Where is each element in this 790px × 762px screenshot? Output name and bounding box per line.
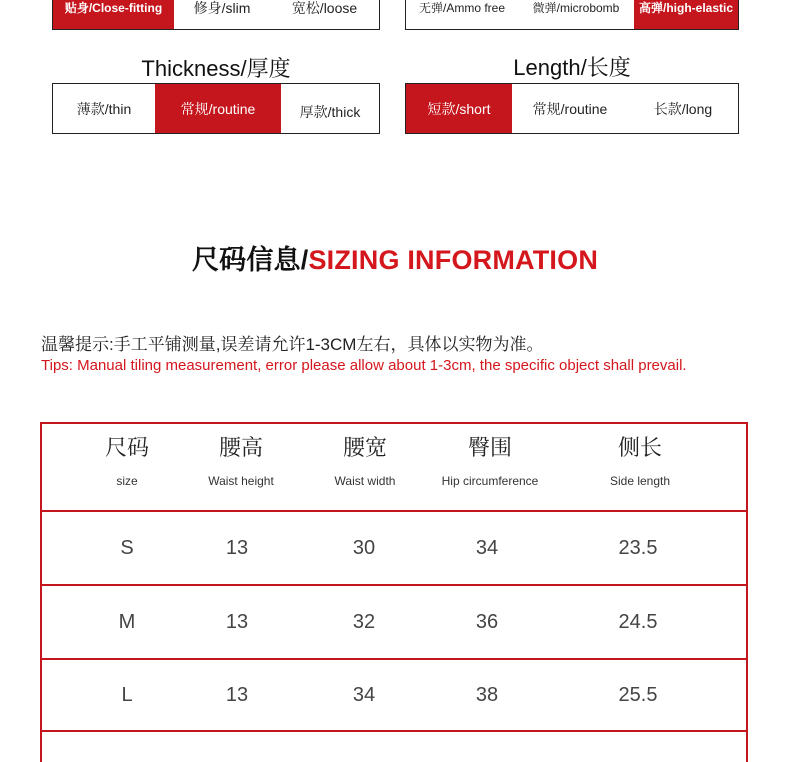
size-table [40,422,748,762]
header-waist-width [306,424,424,510]
header-waist-width-cn: 腰宽 [342,435,387,460]
cell-waist-height: 13 [225,536,249,559]
thickness-option-thick[interactable]: 厚款/thick [299,103,361,120]
thickness-options [52,83,380,134]
thickness-option-thin[interactable]: 薄款/thin [76,100,132,117]
elastic-options [405,0,739,30]
header-size [68,424,186,510]
header-waist-height-en: Waist height [208,474,274,488]
cell-hip: 34 [475,536,499,559]
elastic-option-high[interactable]: 高弹/high-elastic [634,0,738,29]
length-title: Length/长度 [513,55,631,80]
header-side-length-en: Side length [609,474,671,488]
cell-side-length: 23.5 [618,536,658,559]
header-size-cn: 尺码 [104,435,149,460]
thickness-option-routine[interactable]: 常规/routine [155,84,281,133]
header-hip-en: Hip circumference [441,474,539,488]
thickness-title: Thickness/厚度 [141,56,291,81]
sizing-title-en: SIZING INFORMATION [308,245,599,275]
cell-waist-height: 13 [225,610,249,633]
cell-waist-width: 32 [352,610,376,633]
length-option-routine[interactable]: 常规/routine [532,100,608,117]
header-waist-width-en: Waist width [334,474,396,488]
cell-waist-height: 13 [225,683,249,706]
table-row [42,586,746,660]
header-hip-cn: 臀围 [467,435,512,460]
header-size-en: size [116,474,138,488]
header-hip [420,424,560,510]
cell-waist-width: 34 [352,683,376,706]
cell-size: L [121,683,133,706]
length-option-long[interactable]: 长款/long [653,100,713,117]
cell-size: S [120,536,134,559]
cell-waist-width: 30 [352,536,376,559]
cell-hip: 36 [475,610,499,633]
table-row [42,512,746,586]
fit-option-loose[interactable]: 宽松/loose [291,0,358,16]
fit-option-close-fitting[interactable]: 贴身/Close-fitting [53,0,174,29]
fit-option-slim[interactable]: 修身/slim [193,0,251,16]
fit-options [52,0,380,30]
length-option-short[interactable]: 短款/short [406,84,512,133]
cell-side-length: 25.5 [618,683,658,706]
header-side-length-cn: 侧长 [617,435,662,460]
sizing-title [0,238,790,277]
cell-hip: 38 [475,683,499,706]
cell-side-length: 24.5 [618,610,658,633]
tip-english: Tips: Manual tiling measurement, error please allow about 1-3cm, the specific object shall prevail. [41,357,687,374]
header-waist-height [182,424,300,510]
cell-size: M [118,610,136,633]
elastic-option-none[interactable]: 无弹/Ammo free [418,1,506,15]
elastic-option-micro[interactable]: 微弹/microbomb [532,1,620,15]
header-side-length [580,424,700,510]
header-waist-height-cn: 腰高 [218,435,263,460]
sizing-title-cn: 尺码信息/ [191,245,309,275]
length-options [405,83,739,134]
table-header-row [42,424,746,512]
tip-chinese: 温馨提示:手工平铺测量,误差请允许1-3CM左右，具体以实物为准。 [41,335,544,354]
table-row [42,660,746,732]
